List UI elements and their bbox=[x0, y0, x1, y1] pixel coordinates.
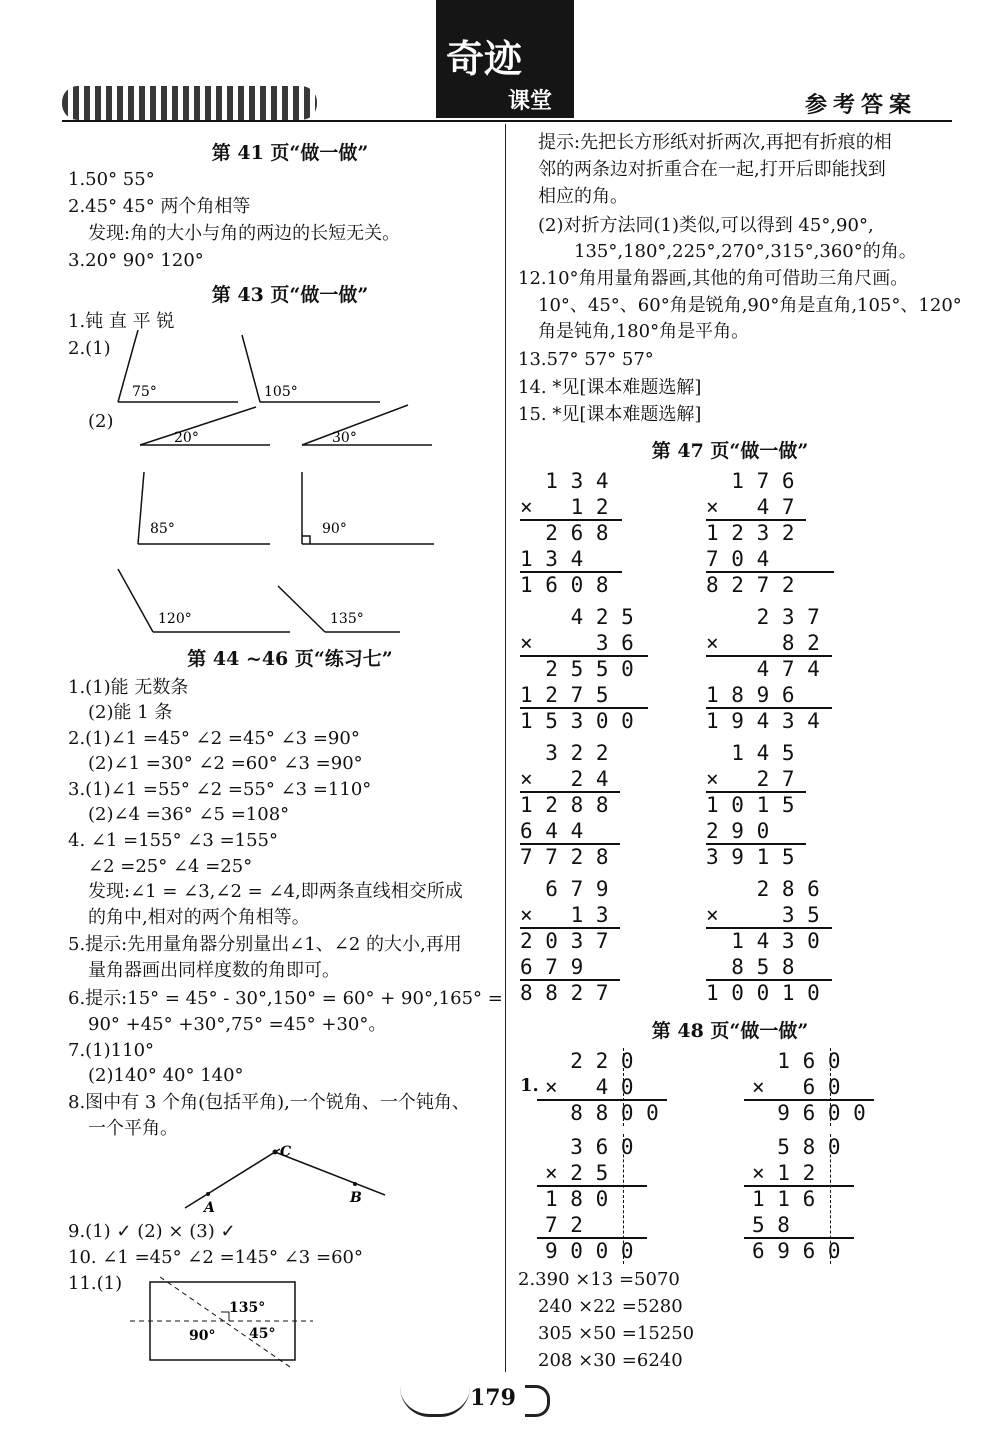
angle-105-ray bbox=[242, 335, 260, 402]
answer-line: 4. ∠1 =155° ∠3 =155° bbox=[68, 830, 279, 851]
angle-label: 90° bbox=[322, 521, 347, 537]
zero-separator bbox=[623, 1048, 624, 1126]
angle-label: 20° bbox=[174, 430, 199, 446]
mul-row: 2 0 3 7 bbox=[520, 929, 609, 953]
mul-row: 7 0 4 bbox=[706, 547, 770, 571]
zero-separator bbox=[830, 1134, 831, 1264]
zero-separator bbox=[830, 1048, 831, 1126]
mul-row: 1 4 3 0 bbox=[706, 929, 820, 953]
answer-line: 13.57° 57° 57° bbox=[518, 349, 654, 370]
answer-line: 15. *见[课本难题选解] bbox=[518, 404, 702, 425]
mul-row: 1 7 6 bbox=[706, 469, 795, 493]
mul-row: 1 1 6 bbox=[752, 1187, 816, 1211]
mul-row: 1 0 0 1 0 bbox=[706, 981, 820, 1005]
angle-label: 85° bbox=[150, 521, 175, 537]
answer-line: 208 ×30 =6240 bbox=[538, 1350, 683, 1371]
angle-120-ray bbox=[118, 569, 153, 632]
header-decoration bbox=[62, 86, 317, 120]
section-title-p48: 第 48 页“做一做” bbox=[651, 1020, 809, 1042]
mul-row: 4 2 5 bbox=[520, 605, 634, 629]
footer-decoration bbox=[525, 1385, 550, 1417]
question-number: 1. bbox=[520, 1075, 539, 1096]
angle-label: 30° bbox=[332, 430, 357, 446]
mul-row: 1 8 0 bbox=[545, 1187, 609, 1211]
mul-row: × 2 7 bbox=[706, 767, 795, 791]
answer-line: 7.(1)110° bbox=[68, 1040, 155, 1061]
figure-11-rectangle bbox=[125, 1272, 325, 1372]
mul-row: × 3 6 bbox=[520, 631, 634, 655]
label-b: B bbox=[350, 1190, 362, 1206]
answer-line: 角是钝角,180°角是平角。 bbox=[538, 321, 750, 342]
mul-row: 1 6 0 bbox=[752, 1049, 841, 1073]
answer-line: 1.50° 55° bbox=[68, 169, 155, 190]
mul-row: 1 6 0 8 bbox=[520, 573, 609, 597]
mul-row: 4 7 4 bbox=[706, 657, 820, 681]
label-c: C bbox=[280, 1144, 292, 1160]
answer-line: (2)140° 40° 140° bbox=[88, 1065, 244, 1086]
mul-row: 7 2 bbox=[545, 1213, 583, 1237]
answer-line: 90° +45° +30°,75° =45° +30°。 bbox=[88, 1014, 387, 1035]
answer-line: 发现:∠1 = ∠3,∠2 = ∠4,即两条直线相交所成 bbox=[88, 881, 463, 902]
answer-line: 14. *见[课本难题选解] bbox=[518, 377, 702, 398]
answer-line: 6.提示:15° = 45° - 30°,150° = 60° + 90°,165° = bbox=[68, 988, 503, 1009]
mul-row: 7 7 2 8 bbox=[520, 845, 609, 869]
answer-line: 发现:角的大小与角的两边的长短无关。 bbox=[88, 223, 401, 244]
answer-line: 240 ×22 =5280 bbox=[538, 1296, 683, 1317]
ray-b bbox=[275, 1152, 385, 1195]
page-number: 179 bbox=[470, 1385, 516, 1411]
answer-line: (2)∠4 =36° ∠5 =108° bbox=[88, 804, 290, 825]
mul-row: 3 6 0 bbox=[545, 1135, 634, 1159]
answer-line: 11.(1) bbox=[68, 1273, 123, 1294]
answer-line: 邻的两条边对折重合在一起,打开后即能找到 bbox=[538, 159, 886, 180]
mul-row: 2 2 0 bbox=[545, 1049, 634, 1073]
answer-line: 2.45° 45° 两个角相等 bbox=[68, 196, 251, 217]
section-title-p43: 第 43 页“做一做” bbox=[211, 284, 369, 306]
answer-line: 提示:先把长方形纸对折两次,再把有折痕的相 bbox=[538, 132, 892, 153]
answer-line: (2)能 1 条 bbox=[88, 702, 173, 723]
answer-line: 2.(1)∠1 =45° ∠2 =45° ∠3 =90° bbox=[68, 728, 360, 749]
mul-row: 2 3 7 bbox=[706, 605, 820, 629]
figure-8-angles bbox=[180, 1140, 400, 1215]
answer-line: 相应的角。 bbox=[538, 186, 628, 207]
mul-row: 1 0 1 5 bbox=[706, 793, 795, 817]
angle-85-ray bbox=[138, 472, 144, 544]
answer-line: 2.(1) bbox=[68, 338, 111, 359]
mul-row: × 4 7 bbox=[706, 495, 795, 519]
mul-row: × 2 5 bbox=[545, 1161, 609, 1185]
mul-row: × 4 0 bbox=[545, 1075, 634, 1099]
label-a: A bbox=[204, 1200, 215, 1215]
logo-text-sub: 课堂 bbox=[508, 89, 553, 114]
mul-row: × 1 2 bbox=[520, 495, 609, 519]
point-b bbox=[353, 1182, 357, 1186]
mul-row: × 8 2 bbox=[706, 631, 820, 655]
answer-line: 5.提示:先用量角器分别量出∠1、∠2 的大小,再用 bbox=[68, 934, 462, 955]
angle-label: 135° bbox=[229, 1300, 266, 1316]
column-divider bbox=[505, 124, 506, 1372]
vertex-point bbox=[273, 1150, 278, 1155]
footer-decoration bbox=[400, 1380, 470, 1417]
answer-line: 1.(1)能 无数条 bbox=[68, 677, 189, 698]
header-label: 参考答案 bbox=[805, 92, 918, 118]
mul-row: 1 8 9 6 bbox=[706, 683, 795, 707]
mul-row: 6 9 6 0 bbox=[752, 1239, 841, 1263]
fold-line-diag bbox=[160, 1277, 290, 1367]
answer-line: 一个平角。 bbox=[88, 1118, 178, 1139]
header-rule bbox=[62, 120, 952, 122]
answer-line: 305 ×50 =15250 bbox=[538, 1323, 695, 1344]
logo-text-main: 奇迹 bbox=[446, 36, 523, 81]
mul-row: 8 5 8 bbox=[706, 955, 795, 979]
section-title-p44: 第 44 ~46 页“练习七” bbox=[187, 648, 393, 670]
section-title-p47: 第 47 页“做一做” bbox=[651, 440, 809, 462]
answer-line: 10°、45°、60°角是锐角,90°角是直角,105°、120° bbox=[538, 295, 962, 316]
mul-row: 9 0 0 0 bbox=[545, 1239, 634, 1263]
mul-row: 8 2 7 2 bbox=[706, 573, 795, 597]
mul-row: 1 2 7 5 bbox=[520, 683, 609, 707]
answer-line: 9.(1) ✓ (2) × (3) ✓ bbox=[68, 1221, 236, 1242]
answer-line: 量角器画出同样度数的角即可。 bbox=[88, 960, 340, 981]
mul-row: 2 9 0 bbox=[706, 819, 770, 843]
mul-row: 6 4 4 bbox=[520, 819, 584, 843]
angle-label: 120° bbox=[158, 611, 192, 627]
mul-row: 2 5 5 0 bbox=[520, 657, 634, 681]
mul-row: 5 8 0 bbox=[752, 1135, 841, 1159]
angle-label: 105° bbox=[264, 384, 298, 400]
mul-row: 6 7 9 bbox=[520, 955, 584, 979]
angle-label: 135° bbox=[330, 611, 364, 627]
angle-135-ray bbox=[278, 586, 325, 632]
mul-row: × 6 0 bbox=[752, 1075, 841, 1099]
mul-row: × 1 3 bbox=[520, 903, 609, 927]
answer-line: 10. ∠1 =45° ∠2 =145° ∠3 =60° bbox=[68, 1247, 363, 1268]
mul-row: 1 5 3 0 0 bbox=[520, 709, 634, 733]
point-a bbox=[206, 1192, 210, 1196]
ray-a bbox=[185, 1152, 275, 1208]
answer-line: (2)∠1 =30° ∠2 =60° ∠3 =90° bbox=[88, 753, 363, 774]
answer-line: (2)对折方法同(1)类似,可以得到 45°,90°, bbox=[538, 215, 874, 236]
mul-row: 1 4 5 bbox=[706, 741, 795, 765]
mul-row: 3 2 2 bbox=[520, 741, 609, 765]
mul-row: 5 8 bbox=[752, 1213, 790, 1237]
mul-row: × 1 2 bbox=[752, 1161, 816, 1185]
angle-figures bbox=[60, 330, 500, 640]
mul-row: 1 9 4 3 4 bbox=[706, 709, 820, 733]
angle-label: 45° bbox=[249, 1326, 276, 1342]
mul-row: 1 2 3 2 bbox=[706, 521, 795, 545]
mul-row: × 2 4 bbox=[520, 767, 609, 791]
mul-row: 8 8 0 0 bbox=[545, 1101, 659, 1125]
answer-line: 135°,180°,225°,270°,315°,360°的角。 bbox=[574, 241, 917, 262]
answer-line: 1.钝 直 平 锐 bbox=[68, 311, 175, 332]
mul-row: 9 6 0 0 bbox=[752, 1101, 866, 1125]
mul-row: 1 3 4 bbox=[520, 469, 609, 493]
answer-line: ∠2 =25° ∠4 =25° bbox=[88, 856, 253, 877]
answer-line: 3.20° 90° 120° bbox=[68, 250, 204, 271]
angle-label: 90° bbox=[189, 1328, 216, 1344]
answer-line: 8.图中有 3 个角(包括平角),一个锐角、一个钝角、 bbox=[68, 1092, 470, 1113]
zero-separator bbox=[623, 1134, 624, 1264]
answer-line: (2) bbox=[88, 411, 114, 432]
mul-row: 8 8 2 7 bbox=[520, 981, 609, 1005]
mul-row: 3 9 1 5 bbox=[706, 845, 795, 869]
right-angle-mark bbox=[302, 536, 310, 544]
angle-label: 75° bbox=[132, 384, 157, 400]
mul-row: 6 7 9 bbox=[520, 877, 609, 901]
section-title-p41: 第 41 页“做一做” bbox=[211, 142, 369, 164]
answer-line: 的角中,相对的两个角相等。 bbox=[88, 907, 310, 928]
answer-line: 2.390 ×13 =5070 bbox=[518, 1269, 680, 1290]
mul-row: 2 6 8 bbox=[520, 521, 609, 545]
answer-line: 12.10°角用量角器画,其他的角可借助三角尺画。 bbox=[518, 268, 909, 289]
answer-line: 3.(1)∠1 =55° ∠2 =55° ∠3 =110° bbox=[68, 779, 372, 800]
mul-row: × 3 5 bbox=[706, 903, 820, 927]
mul-row: 2 8 6 bbox=[706, 877, 820, 901]
mul-row: 1 3 4 bbox=[520, 547, 584, 571]
mul-row: 1 2 8 8 bbox=[520, 793, 609, 817]
